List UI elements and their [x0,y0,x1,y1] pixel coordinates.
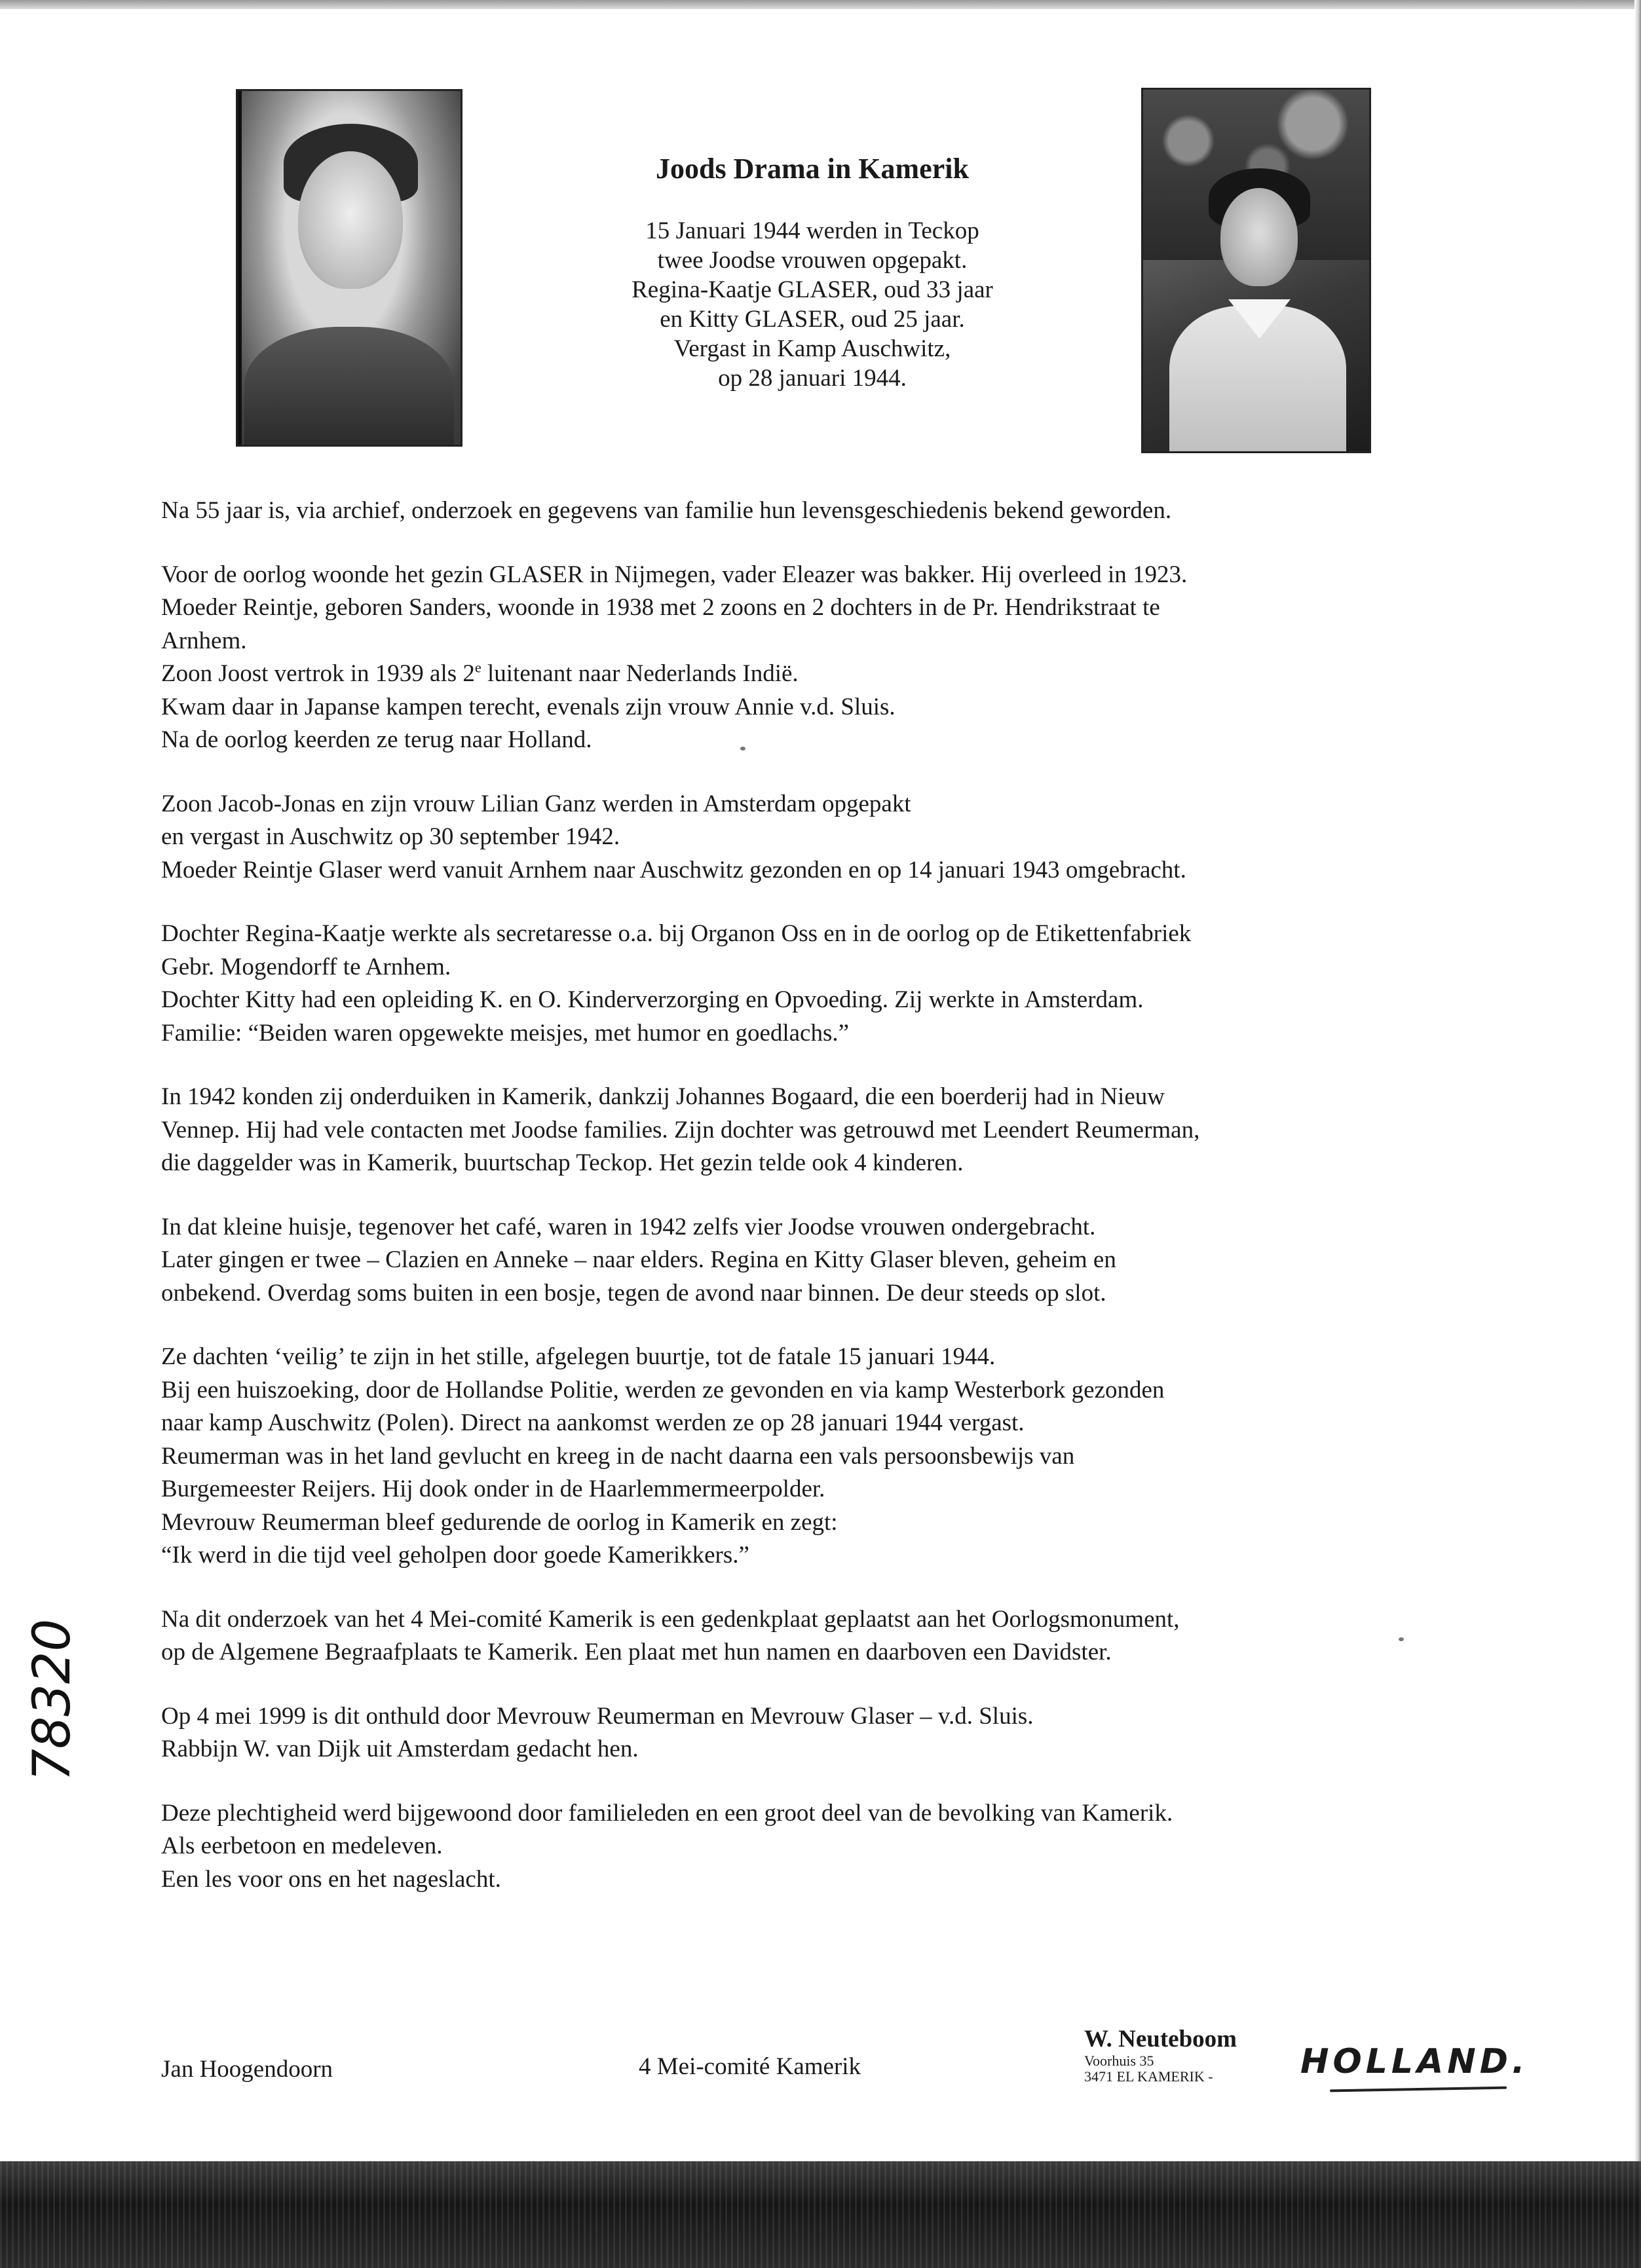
body-line: die daggelder was in Kamerik, buurtschap Teckop. Het gezin telde ook 4 kinderen. [161,1149,964,1176]
scan-edge-bottom [0,2161,1641,2268]
stamp-city-line [1084,2069,1268,2085]
intro-line: Vergast in Kamp Auschwitz, [673,335,951,362]
portrait-photo-regina [236,89,462,447]
stamp-city: 3471 EL KAMERIK [1084,2068,1205,2085]
body-line: en vergast in Auschwitz op 30 september 1942. [161,823,620,850]
body-line: Na dit onderzoek van het 4 Mei-comité Kamerik is een gedenkplaat geplaatst aan het Oorlogsmonument, [161,1605,1180,1633]
stamp-dash: - [1208,2068,1213,2085]
body-line-joost [161,658,1484,691]
body-line: Reumerman was in het land gevlucht en kreeg in de nacht daarna een vals persoonsbewijs van [161,1442,1075,1470]
body-line: Zoon Jacob-Jonas en zijn vrouw Lilian Ganz werden in Amsterdam opgepakt [161,790,911,817]
paragraph-research [161,494,1484,528]
body-line: Mevrouw Reumerman bleef gedurende de oorlog in Kamerik en zegt: [161,1508,838,1536]
body-line: op de Algemene Begraafplaats te Kamerik. Een plaat met hun namen en daarboven een Davidster. [161,1639,1112,1665]
intro-line: Regina-Kaatje GLASER, oud 33 jaar [632,276,993,303]
scan-edge-right [1634,0,1641,2268]
body-line: Burgemeester Reijers. Hij dook onder in de Haarlemmermeerpolder. [161,1476,825,1502]
body-line: Als eerbetoon en medeleven. [161,1832,443,1859]
handwritten-underline [1330,2087,1507,2092]
body-line: Na de oorlog keerden ze terug naar Holland. [161,726,592,753]
paragraph-unveiling [161,1700,1484,1766]
body-line: Na 55 jaar is, via archief, onderzoek en gegevens van familie hun levensgeschiedenis bekend geworden. [161,497,1172,524]
joost-text-after: luitenant naar Nederlands Indië. [481,660,799,687]
body-line: Dochter Kitty had een opleiding K. en O. Kinderverzorging en Opvoeding. Zij werkte in Amsterdam. [161,986,1144,1013]
scan-speck [740,747,745,751]
intro-line: op 28 januari 1944. [718,365,907,392]
body-line: Familie: “Beiden waren opgewekte meisjes, met humor en goedlachs.” [161,1019,850,1047]
committee-name: 4 Mei-comité Kamerik [639,2053,861,2080]
body-line: “Ik werd in die tijd veel geholpen door goede Kamerikkers.” [161,1542,749,1569]
body-line: onbekend. Overdag soms buiten in een bosje, tegen de avond naar binnen. De deur steeds op slot. [161,1279,1106,1307]
paragraph-house [161,1211,1484,1311]
intro-text [498,216,1127,393]
intro-line: 15 Januari 1944 werden in Teckop [645,217,979,244]
article-title: Joods Drama in Kamerik [656,153,969,185]
scan-edge-top [0,0,1641,9]
body-line: In dat kleine huisje, tegenover het café, waren in 1942 zelfs vier Joodse vrouwen ondergebracht. [161,1213,1096,1240]
joost-text-before: Zoon Joost vertrok in 1939 als 2 [161,660,475,687]
body-line: Bij een huiszoeking, door de Hollandse Politie, werden ze gevonden en via kamp Westerbork gezonden [161,1376,1165,1404]
margin-note: 78320 [23,1618,82,1781]
handwritten-country: HOLLAND. [1300,2042,1529,2081]
paragraph-deportation [161,788,1484,887]
body-line: Deze plechtigheid werd bijgewoond door familieleden en een groot deel van de bevolking van Kamerik. [161,1799,1173,1827]
body-line: Op 4 mei 1999 is dit onthuld door Mevrouw Reumerman en Mevrouw Glaser – v.d. Sluis. [161,1702,1034,1730]
paragraph-ceremony [161,1797,1484,1897]
stamp-street: Voorhuis 35 [1084,2053,1154,2069]
body-line: Arnhem. [161,627,247,654]
paragraph-daughters [161,918,1484,1050]
body-line: Later gingen er twee – Clazien en Anneke – naar elders. Regina en Kitty Glaser bleven, geheim en [161,1246,1116,1273]
intro-line: en Kitty GLASER, oud 25 jaar. [660,306,965,333]
body-line: Gebr. Mogendorff te Arnhem. [161,953,451,980]
body-line: Moeder Reintje Glaser werd vanuit Arnhem naar Auschwitz gezonden en op 14 januari 1943 omgebracht. [161,856,1186,883]
joost-superscript: e [474,659,481,676]
body-line: Rabbijn W. van Dijk uit Amsterdam gedacht hen. [161,1736,639,1762]
body-line: Ze dachten ‘veilig’ te zijn in het stille, afgelegen buurtje, tot de fatale 15 januari 1944. [161,1343,996,1370]
intro-line: twee Joodse vrouwen opgepakt. [657,247,968,274]
article-body [161,494,1484,1927]
portrait-photo-kitty [1141,88,1371,453]
stamp-name: W. Neuteboom [1084,2026,1237,2053]
scan-speck [1399,1637,1404,1641]
paragraph-arrest [161,1341,1484,1572]
body-line: In 1942 konden zij onderduiken in Kamerik, dankzij Johannes Bogaard, die een boerderij had in Nieuw [161,1083,1165,1110]
paragraph-memorial [161,1603,1484,1669]
body-line: Vennep. Hij had vele contacten met Joodse families. Zijn dochter was getrouwd met Leendert Reumerman, [161,1116,1200,1143]
body-line: Kwam daar in Japanse kampen terecht, evenals zijn vrouw Annie v.d. Sluis. [161,693,896,720]
body-line: naar kamp Auschwitz (Polen). Direct na aankomst werden ze op 28 januari 1944 vergast. [161,1409,1025,1436]
paragraph-hiding [161,1081,1484,1180]
address-stamp [1084,2026,1268,2085]
body-line: Voor de oorlog woonde het gezin GLASER in Nijmegen, vader Eleazer was bakker. Hij overleed in 1923. [161,561,1188,588]
body-line: Een les voor ons en het nageslacht. [161,1865,501,1893]
author-name: Jan Hoogendoorn [161,2056,333,2083]
body-line: Dochter Regina-Kaatje werkte als secretaresse o.a. bij Organon Oss en in de oorlog op de Etikettenfabriek [161,920,1192,947]
body-line: Moeder Reintje, geboren Sanders, woonde in 1938 met 2 zoons en 2 dochters in de Pr. Hendrikstraat te [161,594,1160,621]
paragraph-family [161,559,1484,757]
